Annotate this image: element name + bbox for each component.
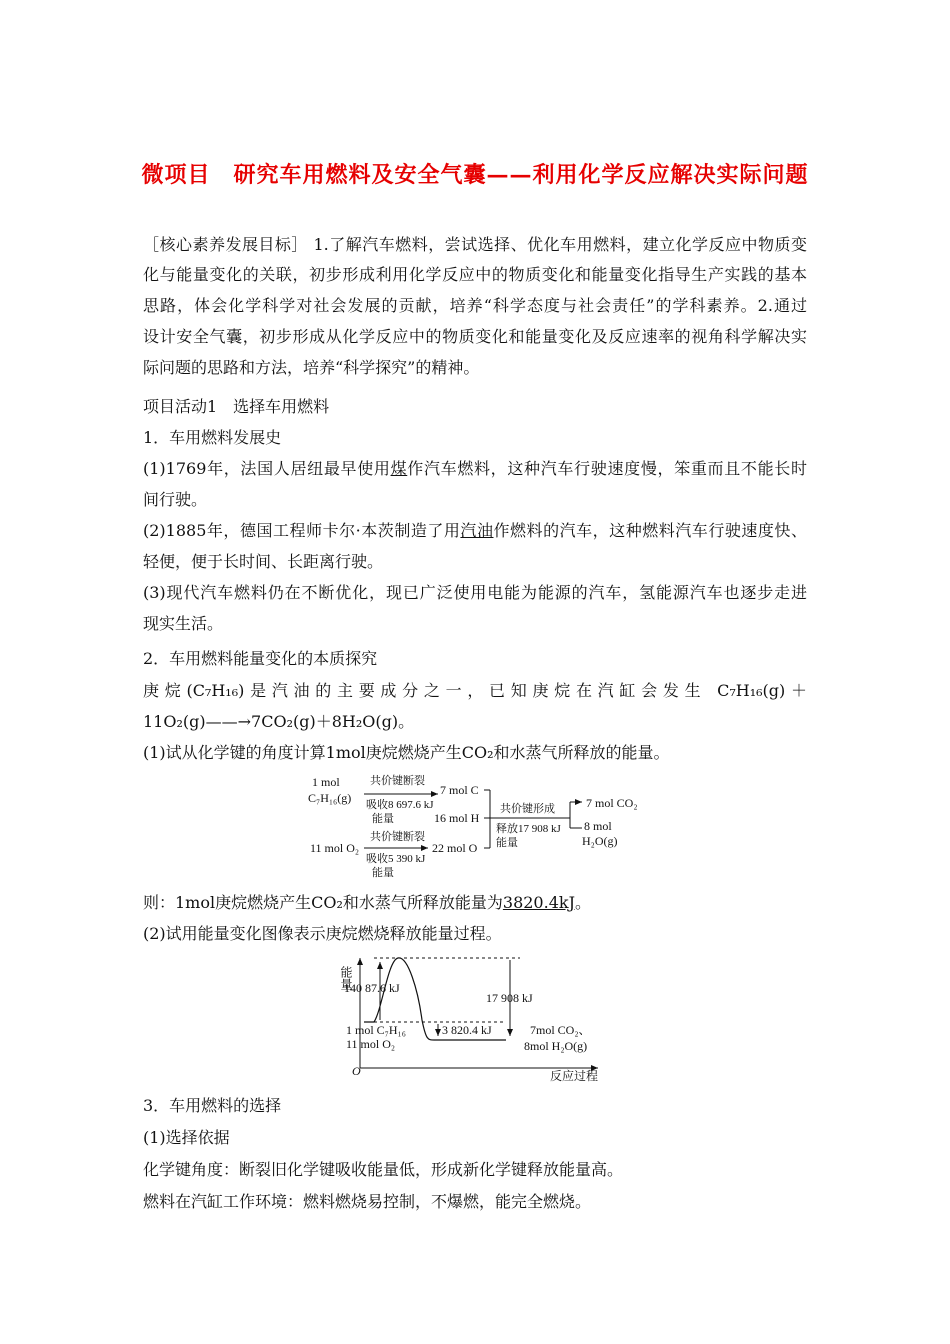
intro-line-5: 际问题的思路和方法，培养“科学探究”的精神。 [143,358,480,377]
bond-energy-diagram [300,770,660,880]
activity-heading: 项目活动1 选择车用燃料 [143,397,330,416]
section1-para3: (3)现代汽车燃料仍在不断优化，现已广泛使用电能为能源的汽车，氢能源汽车也逐步走进 [143,583,807,602]
section1-heading: 1．车用燃料发展史 [143,428,282,447]
answer-gasoline: 汽油 [460,521,494,540]
net-energy-label: 3 820.4 kJ [442,1023,492,1037]
release-energy-label: 17 908 kJ [486,991,533,1005]
products-label-a: 7mol CO₂、 [530,1023,591,1037]
section3-line-2: 燃料在汽缸工作环境：燃料燃烧易控制，不爆燃，能完全燃烧。 [143,1192,592,1211]
intro-line-3: 思路，体会化学科学对社会发展的贡献，培养“科学态度与社会责任”的学科素养。2.通过 [143,296,807,315]
atom-hydrogen: 16 mol H [434,811,480,825]
question-1: (1)试从化学键的角度计算1mol庚烷燃烧产生CO₂和水蒸气所释放的能量。 [143,743,670,762]
break-label-1: 共价键断裂 [370,775,425,787]
energy-profile-diagram [330,950,620,1085]
page-title: 微项目 研究车用燃料及安全气囊——利用化学反应解决实际问题 [141,162,809,188]
section3-heading: 3．车用燃料的选择 [143,1096,282,1115]
section1-para2: (2)1885年，德国工程师卡尔·本茨制造了用汽油作燃料的汽车，这种燃料汽车行驶速度快、 [143,521,807,540]
reactants-label-a: 1 mol C₇H₁₆ [346,1023,406,1037]
question-2: (2)试用能量变化图像表示庚烷燃烧释放能量过程。 [143,924,502,943]
release-label-b: 能量 [496,837,518,849]
reactant-heptane-formula: C₇H₁₆(g) [308,791,352,805]
absorb-label-2a: 吸收5 390 kJ [366,853,426,865]
section1-para2-end: 轻便，便于长时间、长距离行驶。 [143,552,384,571]
section1-para1: (1)1769年，法国人居纽最早使用煤作汽车燃料，这种汽车行驶速度慢，笨重而且不能长时 [143,459,807,478]
answer-energy: 3820.4kJ [502,893,575,912]
release-label-a: 释放17 908 kJ [496,823,561,835]
section1-para3-end: 现实生活。 [143,614,224,633]
answer-line: 则：1mol庚烷燃烧产生CO₂和水蒸气所释放能量为3820.4kJ。 [143,893,591,912]
section3-line-1: 化学键角度：断裂旧化学键吸收能量低，形成新化学键释放能量高。 [143,1160,624,1179]
y-axis-label-1: 能量 [339,966,353,990]
break-label-2: 共价键断裂 [370,831,425,843]
intro-line-2: 化与能量变化的关联，初步形成利用化学反应中的物质变化和能量变化指导生产实践的基本 [143,265,807,284]
section2-heading: 2．车用燃料能量变化的本质探究 [143,649,378,668]
intro-line-4: 设计安全气囊，初步形成从化学反应中的物质变化和能量变化及反应速率的视角科学解决实 [143,327,807,346]
product-water-amount: 8 mol [584,819,612,833]
section3-subheading: (1)选择依据 [143,1128,230,1147]
reactant-heptane-amount: 1 mol [312,775,340,789]
products-label-b: 8mol H₂O(g) [524,1039,588,1053]
absorb-energy-label: 140 87.6 kJ [344,981,400,995]
answer-coal: 煤 [390,459,408,478]
section1-para1-end: 间行驶。 [143,490,208,509]
atom-oxygen: 22 mol O [432,841,478,855]
x-axis-label: 反应过程 [550,1069,599,1083]
section2-equation: 11O₂(g)——→7CO₂(g)＋8H₂O(g)。 [143,712,415,731]
section2-para1: 庚烷(C₇H₁₆)是汽油的主要成分之一，已知庚烷在汽缸会发生 C₇H₁₆(g)＋ [143,681,807,700]
absorb-label-1a: 吸收8 697.6 kJ [366,799,434,811]
origin-label: O [352,1064,361,1078]
atom-carbon: 7 mol C [440,783,479,797]
reactants-label-b: 11 mol O₂ [346,1037,396,1051]
absorb-label-1b: 能量 [372,813,394,825]
reactant-oxygen: 11 mol O₂ [310,841,360,855]
absorb-label-2b: 能量 [372,867,394,879]
intro-line-1: ［核心素养发展目标］ 1.了解汽车燃料，尝试选择、优化车用燃料，建立化学反应中物质变 [143,235,807,254]
product-water-formula: H₂O(g) [582,834,618,848]
form-label: 共价键形成 [500,803,555,815]
product-co2: 7 mol CO₂ [586,796,638,810]
